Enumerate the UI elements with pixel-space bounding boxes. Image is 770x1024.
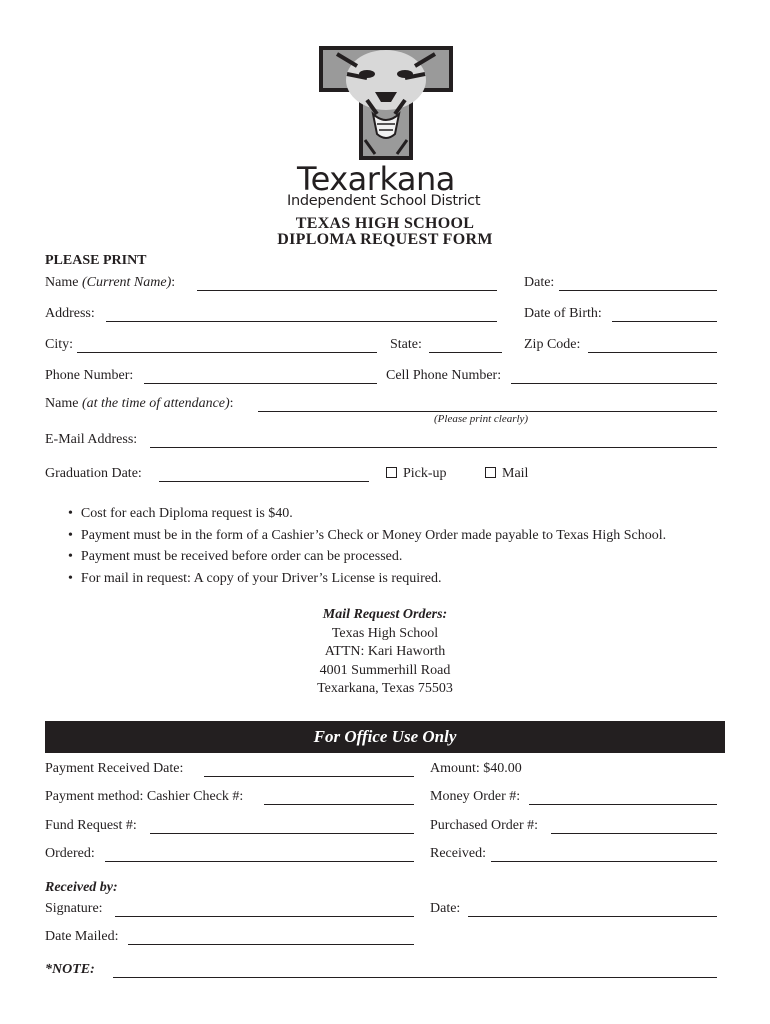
city-label: City: (45, 337, 74, 352)
graduation-field[interactable] (159, 481, 369, 482)
instruction-item: • For mail in request: A copy of your Driver’s License is required. (68, 568, 666, 590)
mail-option[interactable]: Mail (485, 466, 528, 482)
note-label: *NOTE: (45, 962, 95, 977)
mail-checkbox[interactable] (485, 467, 496, 478)
name-label: Name (Current Name): (45, 275, 176, 290)
org-subtitle: Independent School District (287, 193, 481, 209)
district-logo (317, 44, 455, 162)
fund-request-label: Fund Request #: (45, 818, 137, 833)
received-field[interactable] (491, 861, 717, 862)
instructions-list (68, 503, 666, 589)
address-label: Address: (45, 306, 95, 321)
purchased-order-field[interactable] (551, 833, 717, 834)
mail-request-address (0, 606, 770, 699)
city-field[interactable] (77, 352, 377, 353)
phone-field[interactable] (144, 383, 377, 384)
fund-request-field[interactable] (150, 833, 414, 834)
dob-field[interactable] (612, 321, 717, 322)
received-by-label: Received by: (45, 880, 118, 895)
zip-field[interactable] (588, 352, 717, 353)
ordered-field[interactable] (105, 861, 414, 862)
dob-label: Date of Birth: (524, 306, 602, 321)
email-label: E-Mail Address: (45, 432, 138, 447)
mail-address-line: Texas High School (331, 625, 439, 641)
pickup-option[interactable]: Pick-up (386, 466, 447, 482)
form-title-line2: DIPLOMA REQUEST FORM (277, 231, 493, 248)
zip-label: Zip Code: (524, 337, 581, 352)
phone-label: Phone Number: (45, 368, 134, 383)
note-field[interactable] (113, 977, 717, 978)
state-field[interactable] (429, 352, 502, 353)
mail-request-heading: Mail Request Orders: (322, 607, 448, 622)
instruction-item: • Cost for each Diploma request is $40. (68, 503, 666, 525)
mail-address-line: ATTN: Kari Haworth (324, 644, 446, 659)
payment-received-field[interactable] (204, 776, 414, 777)
office-date-field[interactable] (468, 916, 717, 917)
name-attendance-label: Name (at the time of attendance): (45, 396, 234, 411)
office-use-header: For Office Use Only (45, 721, 725, 753)
money-order-label: Money Order #: (430, 789, 521, 804)
email-field[interactable] (150, 447, 717, 448)
amount-label: Amount: $40.00 (430, 761, 522, 776)
date-field[interactable] (559, 290, 717, 291)
please-print-label: PLEASE PRINT (45, 253, 147, 268)
money-order-field[interactable] (529, 804, 717, 805)
received-label: Received: (430, 846, 486, 861)
print-clearly-note: (Please print clearly) (434, 413, 529, 425)
mail-address-line: 4001 Summerhill Road (319, 662, 451, 678)
name-field[interactable] (197, 290, 497, 291)
purchased-order-label: Purchased Order #: (430, 818, 539, 833)
date-mailed-label: Date Mailed: (45, 929, 119, 944)
cell-field[interactable] (511, 383, 717, 384)
signature-field[interactable] (115, 916, 414, 917)
state-label: State: (390, 337, 422, 352)
office-date-label: Date: (430, 901, 461, 916)
cell-label: Cell Phone Number: (386, 368, 502, 383)
graduation-label: Graduation Date: (45, 466, 142, 481)
address-field[interactable] (106, 321, 497, 322)
cashier-check-field[interactable] (264, 804, 414, 805)
signature-label: Signature: (45, 901, 103, 916)
pickup-checkbox[interactable] (386, 467, 397, 478)
mail-address-line: Texarkana, Texas 75503 (317, 681, 453, 696)
ordered-label: Ordered: (45, 846, 95, 861)
org-name: Texarkana (297, 160, 455, 198)
payment-method-label: Payment method: Cashier Check #: (45, 789, 244, 804)
instruction-item: • Payment must be in the form of a Cashier’s Check or Money Order made payable to Texas High School. (68, 525, 666, 547)
name-attendance-field[interactable] (258, 411, 717, 412)
form-title-line1: TEXAS HIGH SCHOOL (295, 215, 475, 232)
date-label: Date: (524, 275, 555, 290)
date-mailed-field[interactable] (128, 944, 414, 945)
instruction-item: • Payment must be received before order can be processed. (68, 546, 666, 568)
payment-received-label: Payment Received Date: (45, 761, 184, 776)
